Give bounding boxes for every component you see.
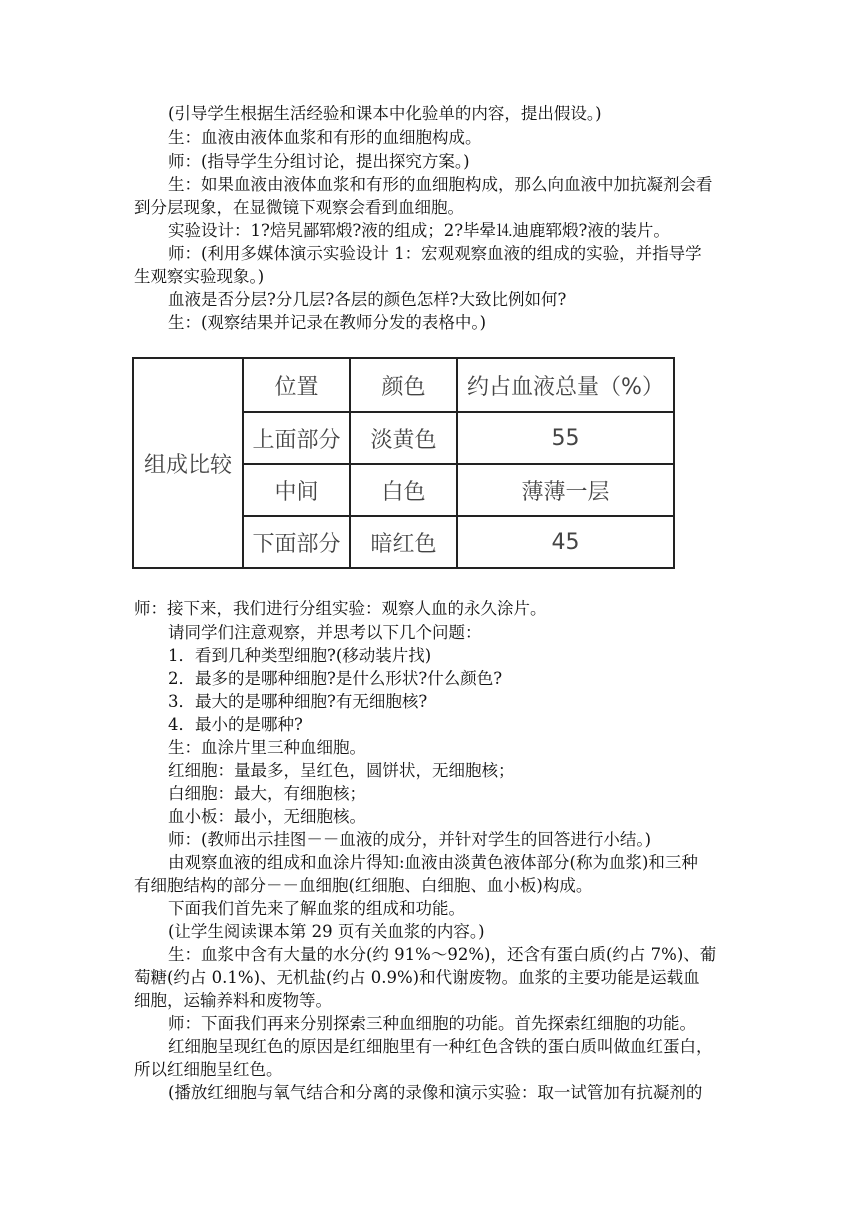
table-cell: 45 <box>551 529 580 555</box>
comparison-table <box>132 357 675 569</box>
text-line: (让学生阅读课本第 29 页有关血浆的内容。) <box>168 922 485 941</box>
text-line: 2．最多的是哪种细胞?是什么形状?什么颜色? <box>168 669 503 688</box>
text-line: 生：(观察结果并记录在教师分发的表格中。) <box>168 313 487 332</box>
text-line: 生观察实验现象。) <box>134 267 265 286</box>
table-cell: 白色 <box>381 479 426 505</box>
text-line: 实验设计：1?焙旯鄙郓煅?液的组成；2?毕晕⒕迪鹿郓煅?液的装片。 <box>168 221 670 240</box>
text-line: 师：接下来，我们进行分组实验：观察人血的永久涂片。 <box>134 599 547 618</box>
text-line: 下面我们首先来了解血浆的组成和功能。 <box>168 899 465 918</box>
table-cell: 上面部分 <box>252 427 341 453</box>
table-cell: 暗红色 <box>370 531 437 557</box>
text-line: 师：(指导学生分组讨论，提出探究方案。) <box>168 152 470 171</box>
text-line: 3．最大的是哪种细胞?有无细胞核? <box>168 692 428 711</box>
table-cell: 中间 <box>274 479 319 505</box>
text-line: 生：血涂片里三种血细胞。 <box>168 738 366 757</box>
text-line: (引导学生根据生活经验和课本中化验单的内容，提出假设。) <box>168 104 602 123</box>
text-line: 所以红细胞呈红色。 <box>134 1060 283 1079</box>
text-line: 请同学们注意观察，并思考以下几个问题： <box>168 623 482 642</box>
table-cell: 55 <box>551 425 580 451</box>
text-line: 细胞，运输养料和废物等。 <box>134 991 332 1010</box>
text-line: 1．看到几种类型细胞?(移动装片找) <box>168 646 432 665</box>
table-cell: 薄薄一层 <box>521 479 610 505</box>
text-line: 师：(利用多媒体演示实验设计 1：宏观观察血液的组成的实验，并指导学 <box>168 244 702 263</box>
table-cell: 淡黄色 <box>370 427 437 453</box>
header-color: 颜色 <box>381 374 426 400</box>
text-line: 血液是否分层?分几层?各层的颜色怎样?大致比例如何? <box>168 290 567 309</box>
text-line: 血小板：最小，无细胞核。 <box>168 807 366 826</box>
text-line: 到分层现象，在显微镜下观察会看到血细胞。 <box>134 198 464 217</box>
text-line: (播放红细胞与氧气结合和分离的录像和演示实验：取一试管加有抗凝剂的 <box>168 1083 703 1102</box>
header-position: 位置 <box>274 374 319 400</box>
header-percentage: 约占血液总量（%） <box>467 374 664 400</box>
text-line: 有细胞结构的部分－－血细胞(红细胞、白细胞、血小板)构成。 <box>134 876 593 895</box>
text-line: 由观察血液的组成和血涂片得知:血液由淡黄色液体部分(称为血浆)和三种 <box>168 853 698 872</box>
row-header-cell: 组成比较 <box>143 452 232 478</box>
text-line: 生：如果血液由液体血浆和有形的血细胞构成，那么向血液中加抗凝剂会看 <box>168 175 713 194</box>
text-line: 生：血浆中含有大量的水分(约 91%～92%)，还含有蛋白质(约占 7%)、葡 <box>168 945 717 964</box>
text-line: 萄糖(约占 0.1%)、无机盐(约占 0.9%)和代谢废物。血浆的主要功能是运载血 <box>134 968 700 987</box>
text-line: 红细胞呈现红色的原因是红细胞里有一种红色含铁的蛋白质叫做血红蛋白， <box>168 1037 713 1056</box>
text-line: 师：(教师出示挂图－－血液的成分，并针对学生的回答进行小结。) <box>168 830 652 849</box>
text-line: 4．最小的是哪种? <box>168 715 303 734</box>
text-line: 生：血液由液体血浆和有形的血细胞构成。 <box>168 128 482 147</box>
text-line: 师：下面我们再来分别探索三种血细胞的功能。首先探索红细胞的功能。 <box>168 1014 696 1033</box>
text-line: 红细胞：量最多，呈红色，圆饼状，无细胞核； <box>168 761 515 780</box>
text-line: 白细胞：最大，有细胞核； <box>168 784 366 803</box>
table-cell: 下面部分 <box>252 531 341 557</box>
